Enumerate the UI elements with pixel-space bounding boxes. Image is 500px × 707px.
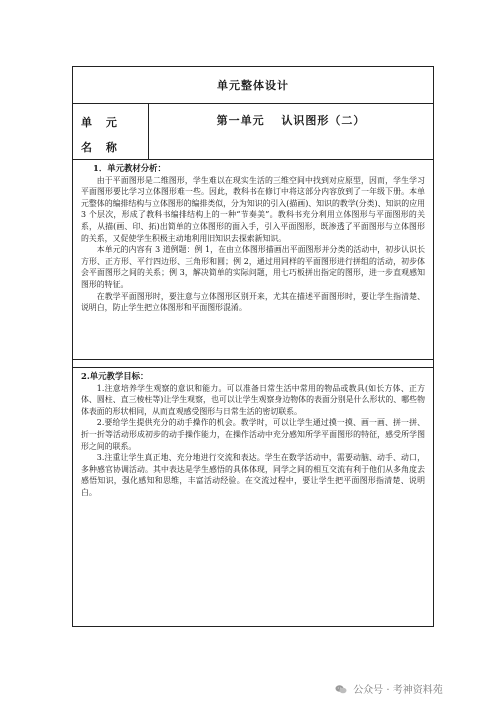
table-title-row bbox=[73, 67, 433, 104]
analysis-paragraph: 在教学平面图形时，要注意与立体图形区别开来，尤其在描述平面图形时，要让学生指清楚、说明白，防止学生把立体图形和平面图形混淆。 bbox=[81, 291, 425, 313]
watermark-text: 公众号 · 考神资料苑 bbox=[353, 685, 443, 696]
unit-name-row bbox=[73, 104, 433, 160]
empty-row bbox=[73, 360, 433, 368]
wechat-icon bbox=[335, 685, 347, 694]
material-analysis-heading: 1．单元教材分析： bbox=[93, 163, 166, 173]
unit-number: 第一单元 bbox=[216, 114, 265, 127]
teaching-goals-heading: 2.单元教学目标： bbox=[81, 371, 149, 381]
watermark bbox=[335, 681, 443, 696]
material-analysis-section bbox=[73, 160, 433, 360]
goal-paragraph: 1.注意培养学生观察的意识和能力。可以准备日常生活中常用的物品或教具(如长方体、正方体、圆柱、直三棱柱等)让学生观察，也可以让学生观察身边物体的表面分别是什么形状的、哪些物体表面的形状相同，从而直观感受图形与日常生活的密切联系。 bbox=[81, 383, 425, 416]
unit-design-table bbox=[72, 66, 434, 627]
unit-name-label: 单 元 名 称 bbox=[73, 104, 149, 159]
goal-paragraph: 3.注重让学生真正地、充分地进行交流和表达。学生在数学活动中，需要动脑、动手、动口，多种感官协调活动。其中表达是学生感悟的具体体现，同学之间的相互交流有利于他们从多角度去感悟知识，强化感知和思维，丰富活动经验。在交流过程中，要让学生把平面图形指清楚、说明白。 bbox=[81, 453, 425, 497]
teaching-goals-section bbox=[73, 368, 433, 628]
goal-paragraph: 2.要给学生提供充分的动手操作的机会。教学时，可以让学生通过摸一摸、画一画、拼一拼、折一折等活动形成初步的动手操作能力，在操作活动中充分感知所学平面图形的特征，感受所学图形之间的联系。 bbox=[81, 418, 425, 451]
unit-title: 认识图形（二） bbox=[281, 114, 366, 127]
analysis-paragraph: 由于平面图形是二维图形，学生难以在现实生活的三维空间中找到对应原型，因而，学生学习平面图形要比学习立体图形难一些。因此，教科书在修订中将这部分内容放到了一年级下册。本单元整体的编排结构与立体图形的编排类似，分为知识的引入(描画)、知识的教学(分类)、知识的应用 3 个层次，形成了教科书编排结构上的一种“节奏美”。教科书充分利用立体图形与平面图形的关系，从描(画、印、拓)出简单的立体图形的面入手，引入平面图形，既渗透了平面图形与立体图形的关系，又促使学生积极主动地利用旧知识去探索新知识。 bbox=[81, 175, 425, 243]
table-title: 单元整体设计 bbox=[217, 79, 289, 92]
analysis-paragraph: 本单元的内容有 3 道例题：例 1，在由立体图形描画出平面图形并分类的活动中，初步认识长方形、正方形、平行四边形、三角形和圆；例 2，通过用同样的平面图形进行拼组的活动，初步体会平面图形之间的关系；例 3，解决简单的实际问题，用七巧板拼出指定的图形，进一步直观感知图形的特征。 bbox=[81, 245, 425, 289]
unit-name-value bbox=[149, 112, 433, 128]
